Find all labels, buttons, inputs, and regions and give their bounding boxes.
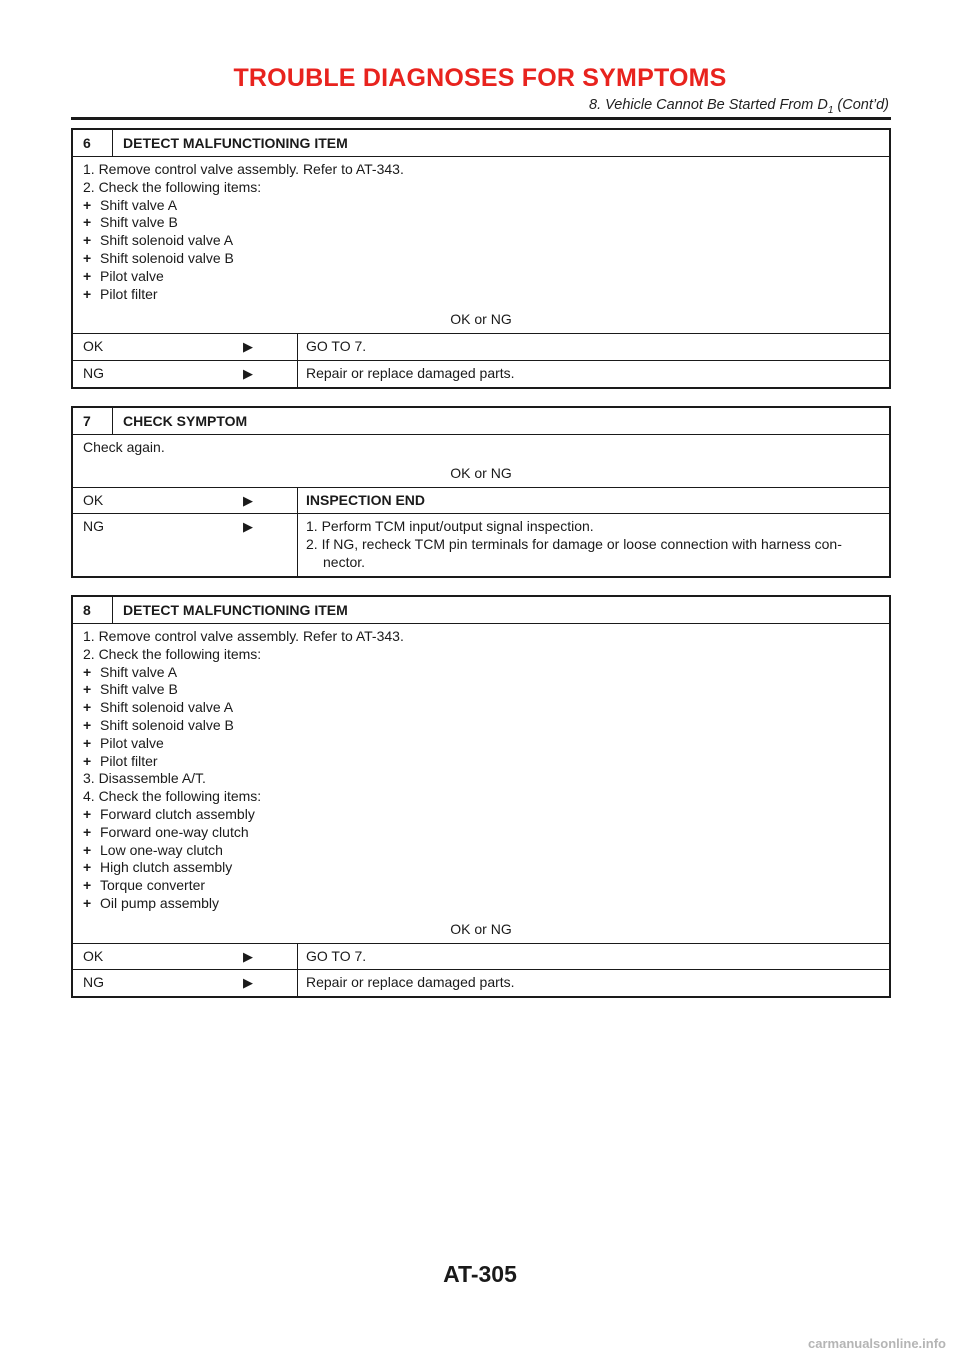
- result-row-ok: [73, 943, 889, 970]
- bullet-mark: +: [83, 267, 92, 284]
- step-line: 2. Check the following items:: [83, 645, 262, 662]
- block-body: [73, 157, 889, 333]
- list-item-text: Low one-way clutch: [100, 841, 223, 858]
- list-item-text: Pilot valve: [100, 734, 164, 751]
- result-label: NG: [83, 974, 104, 991]
- list-item-text: Shift solenoid valve B: [100, 716, 234, 733]
- result-action: INSPECTION END: [297, 488, 889, 514]
- step-title: DETECT MALFUNCTIONING ITEM: [123, 602, 348, 618]
- list-item-text: Shift valve A: [100, 663, 178, 680]
- list-item-text: Shift solenoid valve B: [100, 249, 234, 266]
- result-line: 2. If NG, recheck TCM pin terminals for damage or loose connection with harness con-: [306, 536, 842, 553]
- result-label: OK: [83, 491, 104, 508]
- page-header-subtitle: [589, 97, 889, 116]
- step-line: 4. Check the following items:: [83, 788, 262, 805]
- bullet-mark: +: [83, 285, 92, 302]
- arrow-right-icon: ▶: [243, 519, 253, 535]
- block-body: [73, 435, 889, 487]
- result-label: NG: [83, 364, 104, 381]
- list-item: [83, 877, 879, 895]
- bullet-mark: +: [83, 663, 92, 680]
- arrow-right-icon: ▶: [243, 339, 253, 355]
- arrow-right-icon: ▶: [243, 975, 253, 991]
- diagnosis-block-8: [71, 595, 891, 998]
- bullet-mark: +: [83, 841, 92, 858]
- ok-or-ng-label: OK or NG: [450, 920, 512, 937]
- list-item-text: Oil pump assembly: [100, 894, 220, 911]
- subtitle-tail: (Cont’d): [833, 97, 889, 113]
- step-title: CHECK SYMPTOM: [123, 413, 248, 429]
- result-action: GO TO 7.: [297, 944, 889, 970]
- step-number: 8: [73, 597, 113, 623]
- arrow-right-icon: ▶: [243, 492, 253, 508]
- list-item-text: Pilot filter: [100, 285, 158, 302]
- result-label: NG: [83, 518, 104, 535]
- header-rule: [71, 117, 891, 120]
- list-item-text: Torque converter: [100, 877, 206, 894]
- list-item: [83, 753, 879, 771]
- list-item: [83, 250, 879, 268]
- list-item-text: Forward clutch assembly: [100, 805, 255, 822]
- step-line: 2. Check the following items:: [83, 178, 262, 195]
- result-action: Repair or replace damaged parts.: [297, 970, 889, 996]
- step-number: 6: [73, 130, 113, 156]
- bullet-mark: +: [83, 214, 92, 231]
- bullet-mark: +: [83, 232, 92, 249]
- list-item: [83, 214, 879, 232]
- list-item: [83, 859, 879, 877]
- bullet-mark: +: [83, 734, 92, 751]
- result-label: OK: [83, 947, 104, 964]
- step-line: 3. Disassemble A/T.: [83, 770, 206, 787]
- result-action: Repair or replace damaged parts.: [297, 361, 889, 387]
- step-line: 1. Remove control valve assembly. Refer to AT-343.: [83, 161, 404, 177]
- subtitle-text: 8. Vehicle Cannot Be Started From D: [589, 97, 828, 113]
- bullet-mark: +: [83, 823, 92, 840]
- list-item-text: Shift valve A: [100, 196, 178, 213]
- list-item: [83, 286, 879, 304]
- result-line: 1. Perform TCM input/output signal inspection.: [306, 518, 594, 535]
- list-item: [83, 735, 879, 753]
- step-line: Check again.: [83, 439, 165, 455]
- list-item-text: Shift solenoid valve A: [100, 699, 234, 716]
- block-header: [73, 408, 889, 435]
- result-row-ok: [73, 333, 889, 360]
- step-title: DETECT MALFUNCTIONING ITEM: [123, 135, 348, 151]
- diagnosis-block-7: [71, 406, 891, 578]
- step-number: 7: [73, 408, 113, 434]
- result-label: OK: [83, 338, 104, 355]
- list-item: [83, 699, 879, 717]
- watermark: carmanualsonline.info: [808, 1336, 946, 1351]
- page-header-title: TROUBLE DIAGNOSES FOR SYMPTOMS: [233, 64, 727, 92]
- list-item: [83, 842, 879, 860]
- arrow-right-icon: ▶: [243, 948, 253, 964]
- arrow-right-icon: ▶: [243, 365, 253, 381]
- diagnosis-block-6: [71, 128, 891, 389]
- bullet-mark: +: [83, 877, 92, 894]
- list-item: [83, 824, 879, 842]
- bullet-mark: +: [83, 752, 92, 769]
- ok-or-ng-label: OK or NG: [450, 311, 512, 328]
- list-item: [83, 681, 879, 699]
- list-item: [83, 664, 879, 682]
- bullet-mark: +: [83, 196, 92, 213]
- bullet-mark: +: [83, 681, 92, 698]
- list-item-text: Pilot valve: [100, 267, 164, 284]
- list-item: [83, 232, 879, 250]
- list-item-text: Shift valve B: [100, 681, 178, 698]
- list-item: [83, 895, 879, 913]
- page-number: AT-305: [443, 1261, 517, 1287]
- block-header: [73, 597, 889, 624]
- ok-or-ng-label: OK or NG: [450, 464, 512, 481]
- result-row-ng: [73, 513, 889, 575]
- result-row-ng: [73, 360, 889, 387]
- bullet-mark: +: [83, 699, 92, 716]
- result-line: nector.: [323, 553, 366, 570]
- list-item-text: Pilot filter: [100, 752, 158, 769]
- list-item: [83, 717, 879, 735]
- bullet-mark: +: [83, 894, 92, 911]
- step-line: 1. Remove control valve assembly. Refer to AT-343.: [83, 628, 404, 644]
- list-item-text: Forward one-way clutch: [100, 823, 249, 840]
- list-item: [83, 268, 879, 286]
- result-row-ng: [73, 969, 889, 996]
- bullet-mark: +: [83, 859, 92, 876]
- result-action: [297, 514, 889, 575]
- subtitle-subscript: 1: [827, 104, 834, 116]
- list-item: [83, 806, 879, 824]
- list-item: [83, 197, 879, 215]
- result-row-ok: [73, 487, 889, 514]
- list-item-text: High clutch assembly: [100, 859, 233, 876]
- block-body: [73, 624, 889, 943]
- bullet-mark: +: [83, 249, 92, 266]
- bullet-mark: +: [83, 805, 92, 822]
- list-item-text: Shift valve B: [100, 214, 178, 231]
- block-header: [73, 130, 889, 157]
- result-action: GO TO 7.: [297, 334, 889, 360]
- bullet-mark: +: [83, 716, 92, 733]
- list-item-text: Shift solenoid valve A: [100, 232, 234, 249]
